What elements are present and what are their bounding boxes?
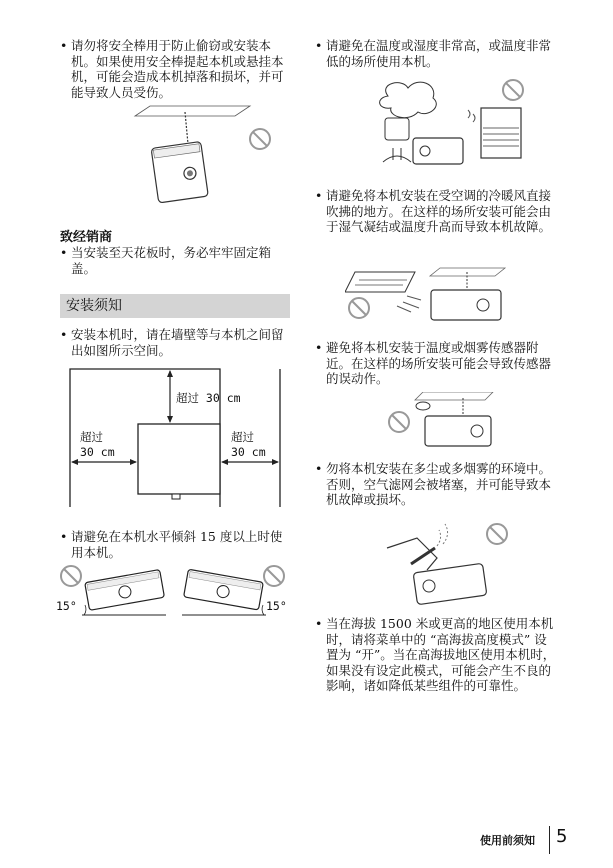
bullet-dust: • 勿将本机安装在多尘或多烟雾的环境中。否则，空气滤网会被堵塞，并可能导致本机故障或损坏。 xyxy=(315,461,558,508)
bullet-air-conditioner: • 请避免将本机安装在受空调的冷暖风直接吹拂的地方。在这样的场所安装可能会由于湿气凝结或温度升高而导致本机故障。 xyxy=(315,188,558,235)
footer-section-label: 使用前须知 xyxy=(480,834,535,847)
clearance-right-label-1: 超过 xyxy=(231,430,254,444)
prohibited-icon xyxy=(503,80,523,100)
bullet-temperature: • 请避免在温度或湿度非常高，或温度非常低的场所使用本机。 xyxy=(315,38,558,69)
clearance-left-label-2: 30 cm xyxy=(80,445,115,459)
bullet-dealer: • 当安装至天花板时，务必牢牢固定箱盖。 xyxy=(60,245,292,276)
hanging-projector-illustration xyxy=(130,104,280,214)
dust-smoke-illustration xyxy=(377,518,527,608)
prohibited-icon xyxy=(349,298,369,318)
prohibited-icon xyxy=(264,566,284,586)
clearance-left-label-1: 超过 xyxy=(80,430,103,444)
bullet-space: • 安装本机时，请在墙壁等与本机之间留出如图所示空间。 xyxy=(60,327,292,358)
page-number: 5 xyxy=(556,826,568,847)
footer-divider xyxy=(549,826,550,854)
clearance-diagram xyxy=(60,367,292,507)
smoke-sensor-illustration xyxy=(385,392,495,452)
prohibited-icon xyxy=(389,412,409,432)
section-title-installation: 安装须知 xyxy=(60,294,290,318)
clearance-top-label: 超过 30 cm xyxy=(176,391,241,405)
tilt-illustration xyxy=(56,563,292,623)
prohibited-icon xyxy=(61,566,81,586)
temperature-humidity-illustration xyxy=(363,78,533,170)
tilt-right-label: 15° xyxy=(266,599,287,613)
bullet-safety-bar: • 请勿将安全棒用于防止偷窃或安装本机。如果使用安全棒提起本机或悬挂本机，可能会造成本机掉落和损坏，并可能导致人员受伤。 xyxy=(60,38,292,100)
bullet-sensor: • 避免将本机安装于温度或烟雾传感器附近。在这样的场所安装可能会导致传感器的误动作。 xyxy=(315,340,558,387)
tilt-left-label: 15° xyxy=(56,599,77,613)
prohibited-icon xyxy=(487,524,507,544)
bullet-altitude: • 当在海拔 1500 米或更高的地区使用本机时，请将菜单中的 “高海拔高度模式” 设置为 “开”。当在高海拔地区使用本机时，如果没有设定此模式，可能会产生不良的影响，诸如降低某些组件的可靠性。 xyxy=(315,616,558,694)
air-conditioner-illustration xyxy=(345,266,515,330)
clearance-right-label-2: 30 cm xyxy=(231,445,266,459)
prohibited-icon xyxy=(250,129,270,149)
bullet-tilt: • 请避免在本机水平倾斜 15 度以上时使用本机。 xyxy=(60,529,292,560)
dealer-heading: 致经销商 xyxy=(60,230,113,245)
